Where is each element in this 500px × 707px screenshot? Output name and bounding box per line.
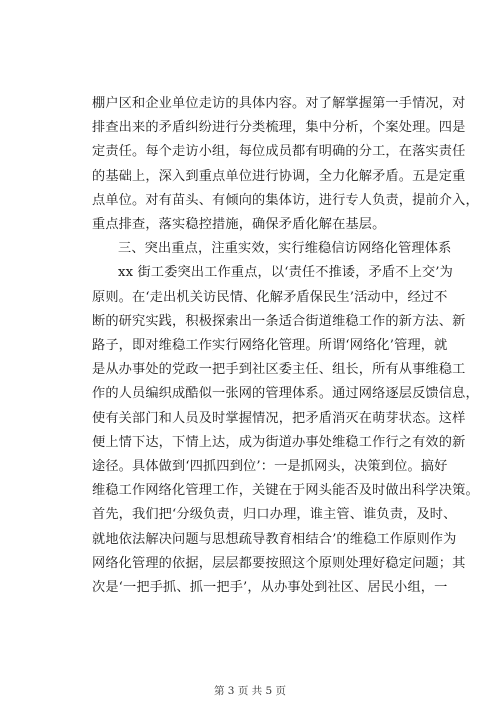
text-line: 定责任。每个走访小组，每位成员都有明确的分工，在落实责任 xyxy=(92,144,466,160)
text-line: 次是‘一把手抓、抓一把手’，从办事处到社区、居民小组，一 xyxy=(92,580,448,596)
text-line: 便上情下达，下情上达，成为街道办事处维稳工作行之有效的新 xyxy=(92,434,466,450)
section-heading: 三、突出重点，注重实效，实行维稳信访网络化管理体系 xyxy=(118,241,452,257)
text-line: 棚户区和企业单位走访的具体内容。对了解掌握第一手情况，对 xyxy=(92,96,466,111)
text-line: 重点排查，落实稳控措施，确保矛盾化解在基层。 xyxy=(92,217,386,233)
paragraph-continued xyxy=(92,92,479,237)
text-line: 点单位。对有苗头、有倾向的集体访，进行专人负责，提前介入， xyxy=(92,192,479,208)
paragraph-network-management xyxy=(92,261,479,600)
text-line: 首先，我们把‘分级负责，归口办理，谁主管、谁负责，及时、 xyxy=(92,507,457,523)
text-line: 断的研究实践，积极探索出一条适合街道维稳工作的新方法、新 xyxy=(92,313,466,329)
text-line: 使有关部门和人员及时掌握情况，把矛盾消灭在萌芽状态。这样 xyxy=(92,410,466,426)
document-body xyxy=(92,92,479,600)
text-line: 是从办事处的党政一把手到社区委主任、组长，所有从事维稳工 xyxy=(92,362,466,378)
text-line: 就地依法解决问题与思想疏导教育相结合’的维稳工作原则作为 xyxy=(92,531,457,547)
text-line: 原则。在‘走出机关访民情、化解矛盾保民生’活动中，经过不 xyxy=(92,289,448,305)
text-line: 维稳工作网络化管理工作，关键在于网头能否及时做出科学决策。 xyxy=(92,483,479,499)
text-line: 途径。具体做到‘四抓四到位’：一是抓网头，决策到位。搞好 xyxy=(92,459,448,475)
text-line: 网络化管理的依据，层层都要按照这个原则处理好稳定问题；其 xyxy=(92,555,466,571)
text-line: 路子，即对维稳工作实行网络化管理。所谓‘网络化’管理，就 xyxy=(92,338,448,354)
text-line: 的基础上，深入到重点单位进行协调，全力化解矛盾。五是定重 xyxy=(92,168,466,184)
text-line: 排查出来的矛盾纠纷进行分类梳理，集中分析，个案处理。四是 xyxy=(92,120,466,136)
text-line: xx 街工委突出工作重点，以‘责任不推诿，矛盾不上交’为 xyxy=(118,265,453,281)
page-footer: 第 3 页 共 5 页 xyxy=(213,685,287,697)
text-line: 作的人员编织成酷似一张网的管理体系。通过网络逐层反馈信息， xyxy=(92,386,479,402)
